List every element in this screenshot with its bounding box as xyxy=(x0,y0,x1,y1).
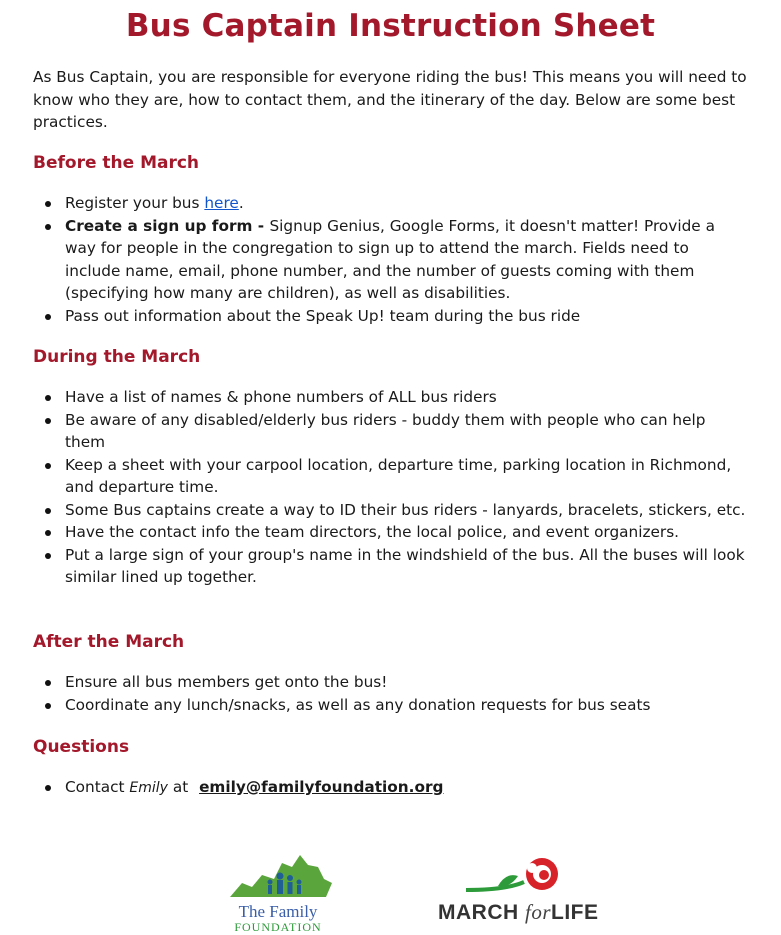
rose-icon xyxy=(436,856,586,900)
contact-prefix: Contact xyxy=(65,778,130,796)
virginia-map-icon xyxy=(222,853,334,899)
mfl-part2: for xyxy=(525,900,552,924)
contact-name: Emily xyxy=(129,780,168,796)
page-title: Bus Captain Instruction Sheet xyxy=(125,8,656,44)
email-link[interactable]: emily@familyfoundation.org xyxy=(199,778,444,796)
list-item: Some Bus captains create a way to ID their bus riders - lanyards, bracelets, stickers, etc. xyxy=(33,499,748,522)
intro-paragraph: As Bus Captain, you are responsible for everyone riding the bus! This means you will need to know who they are, how to contact them, and the itinerary of the day. Below are some best practices. xyxy=(33,68,747,131)
family-foundation-line2: FOUNDATION xyxy=(234,920,322,934)
contact-at: at xyxy=(167,778,194,796)
section-heading-during: During the March xyxy=(33,347,201,367)
register-text: Register your bus xyxy=(65,194,205,212)
signup-form-label: Create a sign up form - xyxy=(65,216,270,235)
mfl-part1: MARCH xyxy=(438,901,525,924)
family-foundation-logo xyxy=(222,853,334,935)
before-list xyxy=(33,192,748,327)
list-item: Ensure all bus members get onto the bus! xyxy=(33,671,748,694)
register-link[interactable]: here xyxy=(204,194,239,212)
family-foundation-line1: The Family xyxy=(238,902,318,921)
list-item: Be aware of any disabled/elderly bus riders - buddy them with people who can help them xyxy=(33,409,748,454)
section-heading-before: Before the March xyxy=(33,153,200,173)
list-item: Have the contact info the team directors, the local police, and event organizers. xyxy=(33,521,748,544)
list-item: Pass out information about the Speak Up! team during the bus ride xyxy=(33,305,748,328)
list-item xyxy=(33,192,748,215)
register-end: . xyxy=(238,194,244,212)
list-item: Have a list of names & phone numbers of ALL bus riders xyxy=(33,386,748,409)
after-list xyxy=(33,671,748,716)
questions-list xyxy=(33,776,748,800)
signup-form-text: Signup Genius, Google Forms, it doesn't matter! Provide a way for people in the congregation to sign up to attend the march. Fields need to include name, email, phone number, and the number of guests coming with them (specifying how many are children), as well as disabilities. xyxy=(65,216,715,302)
list-item: Put a large sign of your group's name in the windshield of the bus. All the buses will look similar lined up together. xyxy=(33,544,748,589)
list-item xyxy=(33,215,748,305)
during-list xyxy=(33,386,748,589)
list-item: Coordinate any lunch/snacks, as well as any donation requests for bus seats xyxy=(33,694,748,717)
mfl-part3: LIFE xyxy=(551,901,599,924)
march-for-life-logo xyxy=(436,856,599,926)
section-heading-after: After the March xyxy=(33,632,185,652)
section-heading-questions: Questions xyxy=(33,737,130,757)
march-for-life-wordmark xyxy=(438,900,599,925)
list-item: Keep a sheet with your carpool location, departure time, parking location in Richmond, and departure time. xyxy=(33,454,748,499)
list-item xyxy=(33,776,748,800)
